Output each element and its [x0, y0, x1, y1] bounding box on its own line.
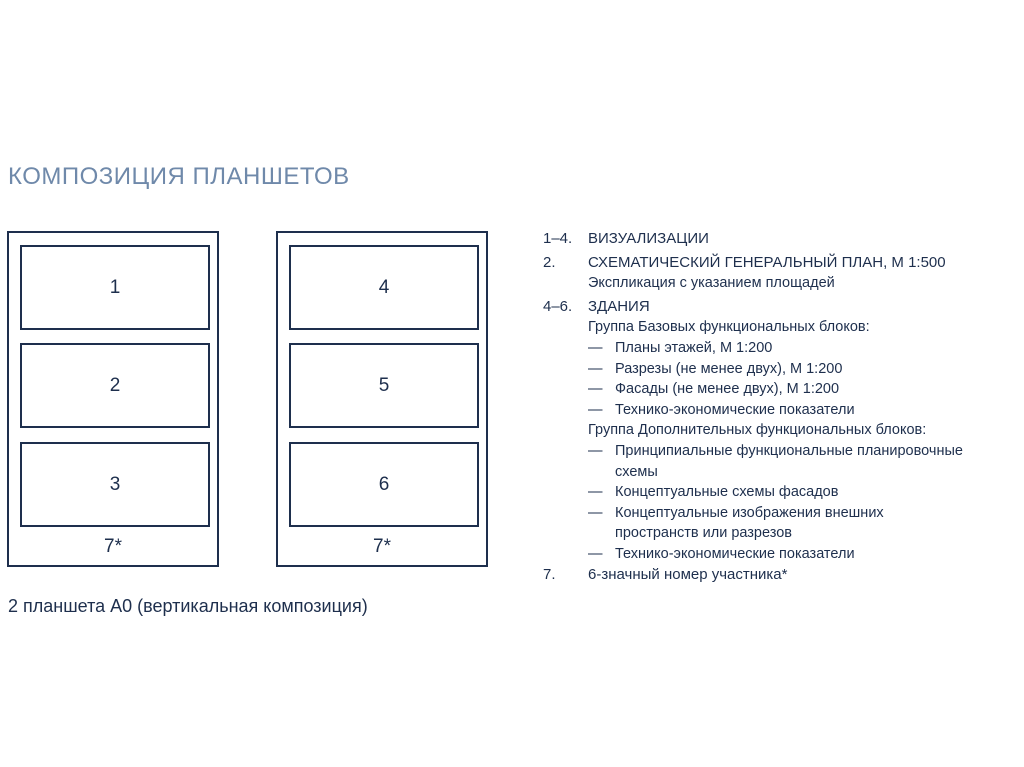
board-left-cell-3: 3 — [20, 442, 210, 527]
legend-text: Разрезы (не менее двух), М 1:200 — [615, 360, 843, 377]
board-right-cell-6: 6 — [289, 442, 479, 527]
legend-text: СХЕМАТИЧЕСКИЙ ГЕНЕРАЛЬНЫЙ ПЛАН, М 1:500 — [588, 253, 946, 271]
legend-number: 4–6. — [543, 297, 573, 315]
legend — [543, 229, 1021, 585]
dash-marker: — — [588, 504, 603, 521]
legend-text: Группа Дополнительных функциональных блоков: — [588, 422, 927, 439]
legend-subline — [543, 273, 1021, 294]
dash-marker: — — [588, 360, 603, 377]
legend-item-master-plan — [543, 253, 1021, 274]
legend-text: Фасады (не менее двух), М 1:200 — [615, 381, 840, 398]
legend-text: ВИЗУАЛИЗАЦИИ — [588, 230, 709, 247]
legend-dash-item — [543, 441, 1021, 462]
legend-dash-item — [543, 482, 1021, 503]
legend-dash-continuation — [543, 462, 1021, 483]
legend-text: Группа Базовых функциональных блоков: — [588, 319, 870, 336]
legend-dash-item — [543, 338, 1021, 359]
page-title: КОМПОЗИЦИЯ ПЛАНШЕТОВ — [8, 163, 350, 190]
legend-item-participant-number — [543, 565, 1021, 586]
dash-marker: — — [588, 484, 603, 501]
legend-item-visualizations — [543, 229, 1021, 250]
legend-group-additional — [543, 420, 1021, 441]
legend-number: 7. — [543, 565, 556, 583]
legend-dash-item — [543, 503, 1021, 524]
legend-group-basic — [543, 317, 1021, 338]
board-right-footer: 7* — [373, 536, 391, 557]
legend-text: ЗДАНИЯ — [588, 297, 650, 315]
legend-text: Экспликация с указанием площадей — [588, 275, 835, 292]
legend-dash-item — [543, 400, 1021, 421]
legend-dash-item — [543, 359, 1021, 380]
legend-item-buildings — [543, 297, 1021, 318]
board-right-cell-5: 5 — [289, 343, 479, 428]
dash-marker: — — [588, 545, 603, 562]
legend-number: 1–4. — [543, 230, 573, 247]
legend-text: Планы этажей, М 1:200 — [615, 339, 773, 356]
dash-marker: — — [588, 401, 603, 418]
legend-text: Технико-экономические показатели — [615, 545, 855, 562]
dash-marker: — — [588, 339, 603, 356]
dash-marker: — — [588, 442, 603, 459]
legend-text: Технико-экономические показатели — [615, 401, 855, 418]
board-left-footer: 7* — [104, 536, 122, 557]
legend-number: 2. — [543, 253, 556, 271]
legend-dash-item — [543, 544, 1021, 565]
legend-dash-continuation — [543, 523, 1021, 544]
legend-dash-item — [543, 379, 1021, 400]
composition-caption: 2 планшета А0 (вертикальная композиция) — [8, 596, 368, 616]
legend-text: Концептуальные изображения внешних — [615, 504, 884, 521]
legend-text: Концептуальные схемы фасадов — [615, 484, 839, 501]
legend-text: схемы — [615, 463, 658, 480]
board-left-cell-1: 1 — [20, 245, 210, 330]
legend-text: Принципиальные функциональные планировочные — [615, 442, 963, 459]
legend-text: 6-значный номер участника* — [588, 565, 788, 583]
board-right — [276, 231, 488, 567]
board-left-cell-2: 2 — [20, 343, 210, 428]
board-right-cell-4: 4 — [289, 245, 479, 330]
legend-text: пространств или разрезов — [615, 525, 792, 542]
dash-marker: — — [588, 381, 603, 398]
board-left — [7, 231, 219, 567]
